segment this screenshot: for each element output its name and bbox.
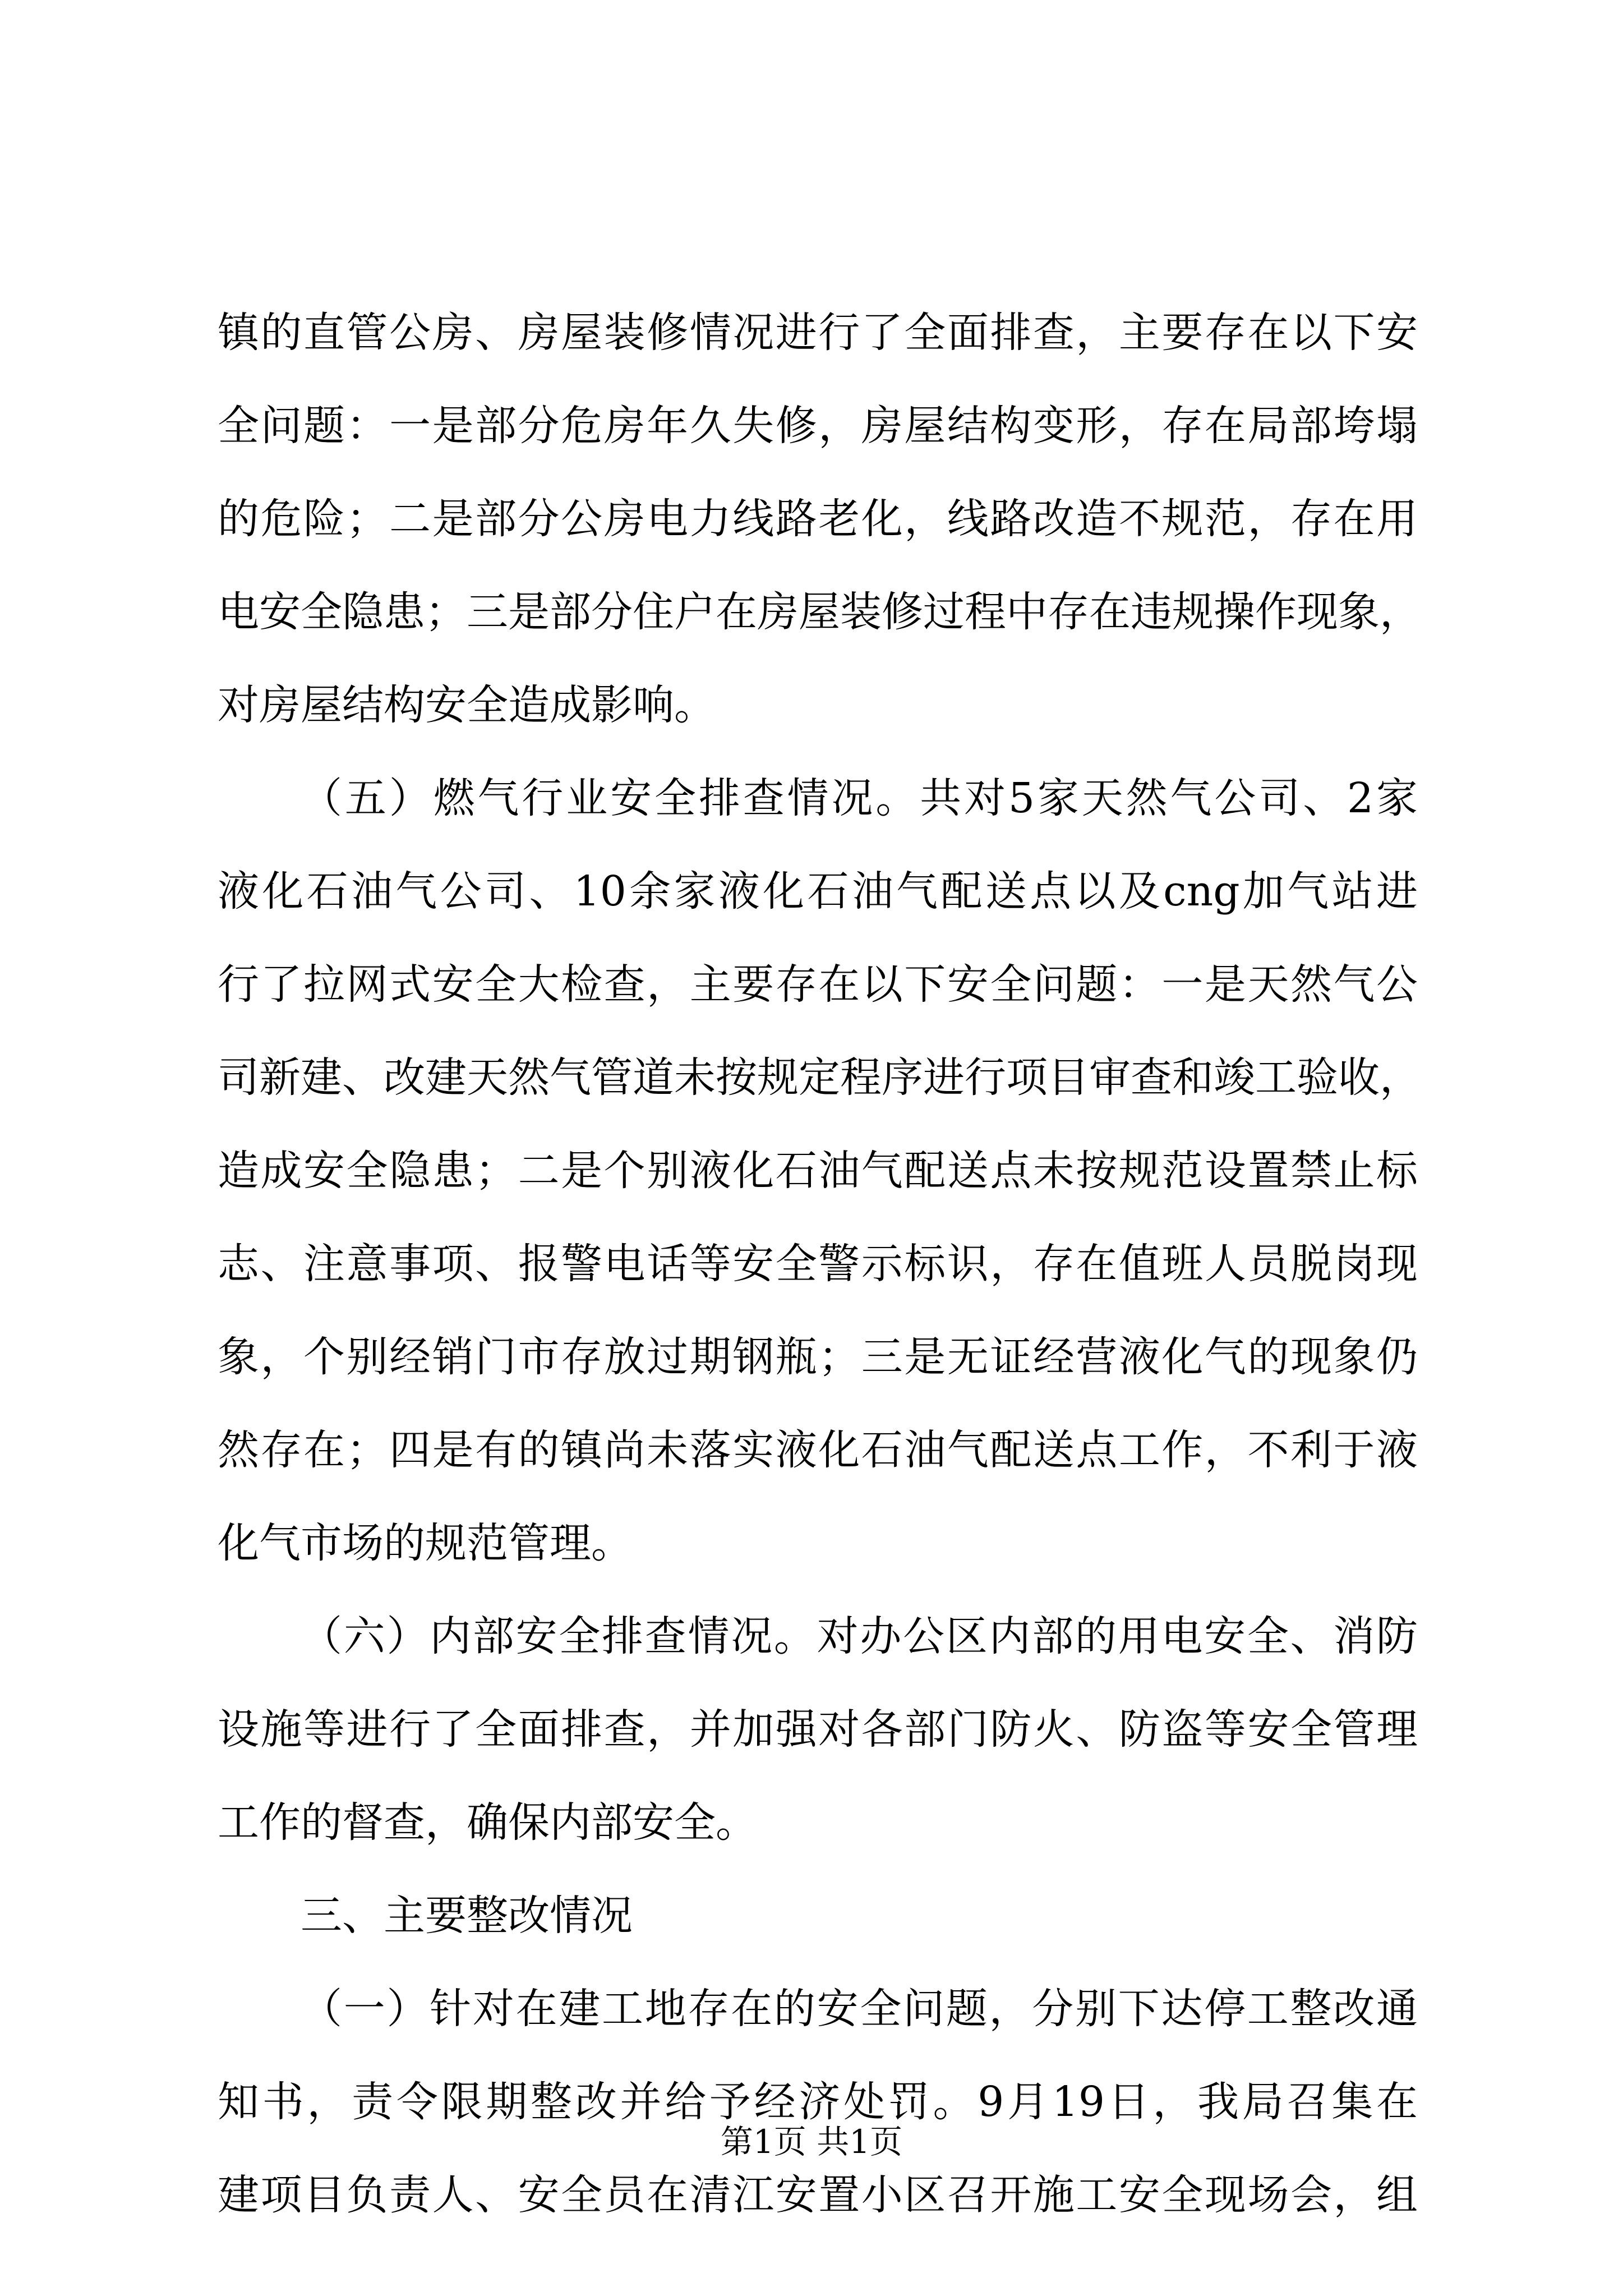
body-line: 液化石油气公司、10余家液化石油气配送点以及cng加气站进 xyxy=(218,867,1418,915)
section-heading-line: （五）燃气行业安全排查情况。共对5家天然气公司、2家 xyxy=(301,774,1418,822)
page-number-footer: 第1页 共1页 xyxy=(720,2123,903,2161)
body-line: 司新建、改建天然气管道未按规定程序进行项目审查和竣工验收， xyxy=(218,1053,1421,1102)
body-line: 设施等进行了全面排查，并加强对各部门防火、防盗等安全管理 xyxy=(218,1705,1418,1754)
body-line: 对房屋结构安全造成影响。 xyxy=(218,681,716,729)
body-line: 全问题：一是部分危房年久失修，房屋结构变形，存在局部垮塌 xyxy=(218,402,1418,450)
chapter-heading: 三、主要整改情况 xyxy=(301,1892,633,1940)
body-line: 然存在；四是有的镇尚未落实液化石油气配送点工作，不利于液 xyxy=(218,1426,1418,1474)
body-line: 工作的督查，确保内部安全。 xyxy=(218,1798,757,1847)
body-line: 行了拉网式安全大检查，主要存在以下安全问题：一是天然气公 xyxy=(218,960,1418,1009)
body-line: 建项目负责人、安全员在清江安置小区召开施工安全现场会，组 xyxy=(218,2171,1418,2219)
body-line: 知书，责令限期整改并给予经济处罚。9月19日，我局召集在 xyxy=(218,2078,1418,2126)
body-line: 的危险；二是部分公房电力线路老化，线路改造不规范，存在用 xyxy=(218,495,1418,543)
body-line: 电安全隐患；三是部分住户在房屋装修过程中存在违规操作现象， xyxy=(218,588,1421,636)
document-body xyxy=(218,286,1421,2242)
body-line: 化气市场的规范管理。 xyxy=(218,1519,633,1567)
body-line: 志、注意事项、报警电话等安全警示标识，存在值班人员脱岗现 xyxy=(218,1240,1418,1288)
body-line: 象，个别经销门市存放过期钢瓶；三是无证经营液化气的现象仍 xyxy=(218,1333,1418,1381)
section-heading-line: （一）针对在建工地存在的安全问题，分别下达停工整改通 xyxy=(301,1985,1418,2033)
body-line: 镇的直管公房、房屋装修情况进行了全面排查，主要存在以下安 xyxy=(218,309,1418,357)
section-heading-line: （六）内部安全排查情况。对办公区内部的用电安全、消防 xyxy=(301,1612,1418,1660)
body-line: 造成安全隐患；二是个别液化石油气配送点未按规范设置禁止标 xyxy=(218,1147,1418,1195)
